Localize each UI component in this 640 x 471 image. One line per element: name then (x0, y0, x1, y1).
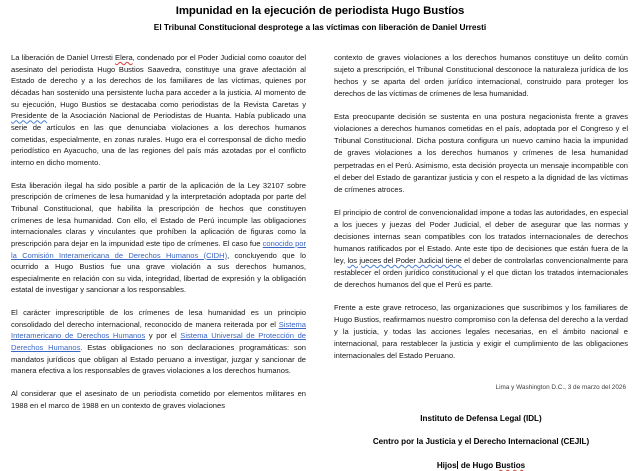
text-run: Esta liberación ilegal ha sido posible a partir de la aplicación de la Ley 32107 sobre prescripción de crímenes de lesa humanidad y la interpretación adoptada por parte del Tribunal Constitucional, que habilita la prescripción de hechos que constituyen crímenes de lesa humanidad. Con ello, el Estado de Perú incumple las obligaciones internacionales claras y vinculantes que prohíben la aplicación de figuras como la prescripción para dejar en la impunidad este tipo de crímenes. El caso fue (11, 180, 306, 248)
grammarcheck-word: Presidente (11, 111, 48, 121)
column-right (320, 52, 640, 470)
paragraph-left-4: Al considerar que el asesinato de un periodista cometido por elementos militares en 1988 en el marco de 1988 en un contexto de graves violaciones (11, 389, 306, 410)
signature-cejil: Centro por la Justicia y el Derecho Internacional (CEJIL) (372, 437, 590, 447)
paragraph-right-1: contexto de graves violaciones a los derechos humanos constituye un delito común sujeto a prescripción, el Tribunal Constitucional desconoce la naturaleza jurídica de los hechos y se aparta del orden jurídico internacional, construido para proteger los derechos de las víctimas de crímenes de lesa humanidad. (334, 53, 628, 99)
text-run: de la Asociación Nacional de Periodistas de Huanta. Había publicado una serie de artículos en las que denunciaba violaciones a los derechos humanos cometidas, especialmente, en zonas rurales. Hugo era el corresponsal de dicho medio periodístico en Ayacucho, una de las regiones del país más azotadas por el conflicto interno en dicho momento. (11, 111, 306, 167)
paragraph-left-3 (11, 307, 306, 377)
spellcheck-word: Bustios (495, 460, 526, 470)
text-run: , concluyendo que lo ocurrido a Hugo Bustios fue una grave violación a sus derechos humanos, especialmente en relación con su vida, integridad, libertad de expresión y la obligación estatal de investigar y sancionar a los responsables. (11, 250, 306, 295)
text-run: , condenado por el Poder Judicial como coautor del asesinato del periodista Hugo Bustios Saavedra, constituye una grave afectación al Estado de derecho y a los derechos de los familiares de las víctimas, quienes por décadas han sostenido una persistente lucha para acceder a la justicia. Al momento de su ejecución, Hugo Bustios se destacaba como periodistas de la Revista Caretas y (11, 53, 306, 109)
spellcheck-word: Elera (115, 53, 133, 62)
page-title: Impunidad en la ejecución de periodista Hugo Bustíos (175, 5, 465, 17)
text-run: el deber de controlarlas convencionalmente para restablecer el orden jurídico constitucional y el que dictan los tratados internacionales de derechos humanos del que el Perú es parte. (334, 255, 628, 290)
paragraph-left-2 (11, 180, 306, 297)
paragraph-right-4: Frente a este grave retroceso, las organizaciones que suscribimos y los familiares de Hugo Bustios, reafirmamos nuestro compromiso con la defensa del derecho a la verdad y la justicia, y todas las acciones legales necesarias, en el ámbito nacional e internacional, para restablecer la justicia y exigir el cumplimiento de las obligaciones internacionales del Estado Peruano. (334, 303, 628, 361)
text-run: y por el (145, 331, 181, 341)
signature-idl: Instituto de Defensa Legal (IDL) (420, 413, 542, 423)
title-block (0, 0, 640, 33)
page-subtitle: El Tribunal Constitucional desprotege a las víctimas con liberación de Daniel Urresti (153, 21, 487, 32)
text-run: La liberación de Daniel Urresti (11, 53, 116, 62)
text-run: El carácter imprescriptible de los crímenes de lesa humanidad es un principio consolidado del derecho internacional, reconocido de manera reiterada por el (11, 308, 306, 329)
text-run: de Hugo (458, 460, 496, 470)
link-cidh[interactable]: conocido por la Comisión Interamericana de Derechos Humanos (CIDH) (11, 238, 306, 260)
paragraph-right-2: Esta preocupante decisión se sustenta en una postura negacionista frente a graves violaciones a derechos humanos cometidas en el país, adoptada por el Congreso y el Tribunal Constitucional. Dicha postura configura un nuevo camino hacia la impunidad de graves violaciones a los derechos humanos y crímenes de lesa humanidad perpetradas en el Perú. Asimismo, esta decisión proyecta un mensaje incompatible con el deber del Estado de garantizar justicia y con el respeto a la dignidad de las víctimas de crímenes atroces. (334, 112, 628, 194)
signature-hijos (334, 461, 628, 471)
grammarcheck-phrase: los jueces del Poder Judicial tiene (347, 255, 462, 265)
text-run: Hijos (436, 460, 457, 470)
body-columns (0, 52, 640, 470)
signature-block (334, 414, 628, 471)
paragraph-left-1 (11, 52, 306, 169)
dateline: Lima y Washington D.C., 3 de marzo del 2026 (495, 384, 626, 392)
paragraph-right-3 (334, 207, 628, 291)
text-run: . Estas obligaciones no son declaraciones programáticas: son mandatos jurídicos que obligan al Estado peruano a investigar, juzgar y sancionar de manera efectiva a los responsables de graves violaciones a los derechos humanos. (11, 343, 306, 376)
link-sistema-universal[interactable]: Sistema Universal de Protección de Derechos Humanos (11, 331, 306, 353)
text-run: El principio de control de convencionalidad impone a todas las autoridades, en especial a los jueces y juezas del Poder Judicial, el deber de asegurar que las normas y decisiones internas sean compatibles con los tratados internacionales de derechos humanos ratificados por el Estado. Ante este tipo de decisiones que están fuera de la ley, (334, 207, 628, 265)
column-left (0, 52, 320, 442)
link-sistema-interamericano[interactable]: Sistema Interamericano de Derechos Humanos (11, 319, 306, 341)
